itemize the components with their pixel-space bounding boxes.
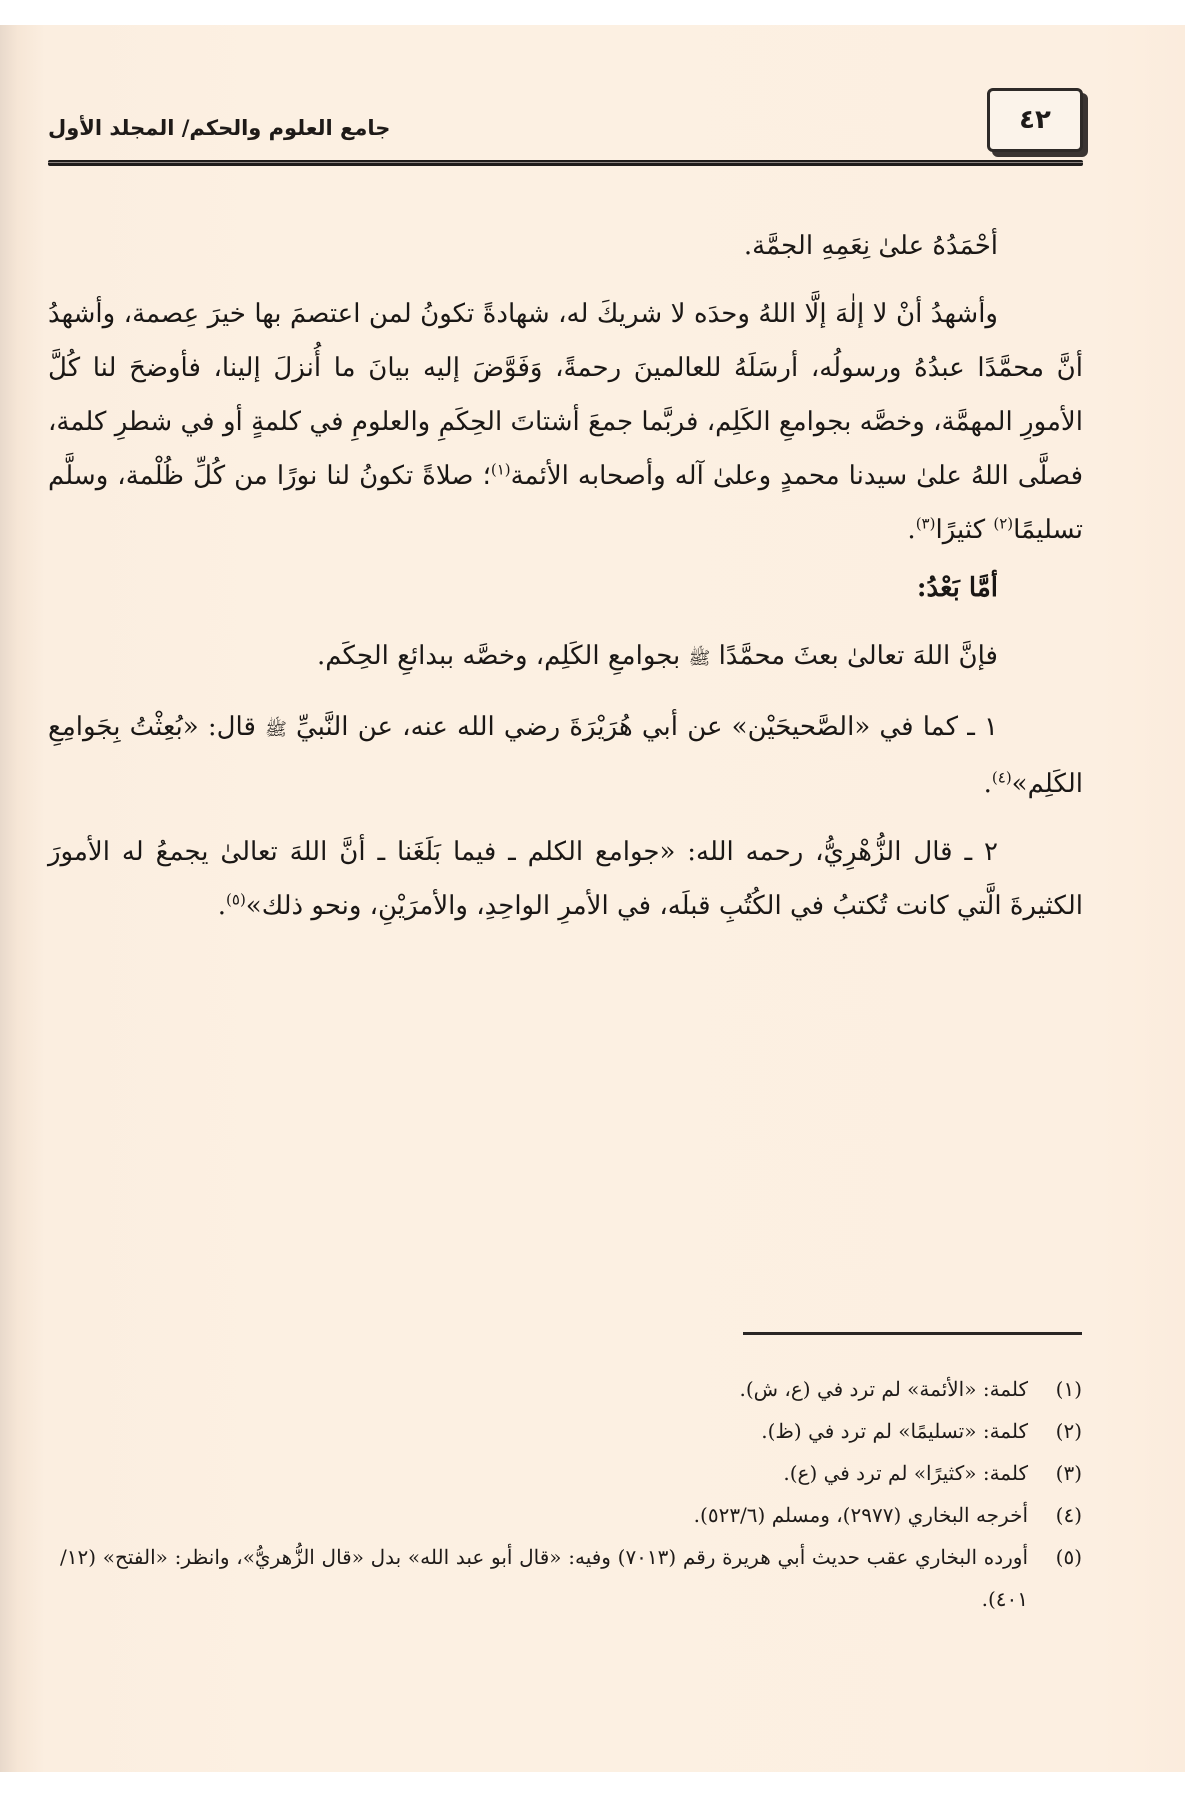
testimony-paragraph: وأشهدُ أنْ لا إلٰهَ إلَّا اللهُ وحدَه لا شريكَ له، شهادةً تكونُ لمن اعتصمَ بها خيرَ عِصمة، وأشهدُ أنَّ محمَّدًا عبدُهُ ورسولُه، أرسَلَهُ للعالمينَ رحمةً، وَفَوَّضَ إليه بيانَ ما أُنزلَ إلينا، فأوضحَ لنا كُلَّ الأمورِ المهمَّة، وخصَّه بجوامعِ الكَلِم، فربَّما جمعَ أشتاتَ الحِكَمِ والعلومِ في كلمةٍ أو في شطرِ كلمة، فصلَّى اللهُ علىٰ سيدنا محمدٍ وعلىٰ آله وأصحابه الأئمة$^{(١)}$؛ صلاةً تكونُ لنا نورًا من كُلِّ ظُلْمة، وسلَّم تسليمًا$^{(٢)}$ كثيرًا$^{(٣)}$. xyxy=(48,299,1083,545)
footnote-separator xyxy=(743,1332,1082,1335)
footnote-1 xyxy=(60,1368,1082,1410)
footnote-number: (١) xyxy=(1055,1377,1082,1401)
header-rule-divider xyxy=(48,160,1083,166)
section-heading-amma-baad: أمَّا بَعْدُ: xyxy=(916,573,998,603)
footnotes xyxy=(60,1368,1082,1620)
page-number-badge xyxy=(987,88,1083,152)
salutation-glyph-icon: ﷺ xyxy=(265,719,287,740)
intro-paragraph: فإنَّ اللهَ تعالىٰ بعثَ محمَّدًا ﷺ بجوامعِ الكَلِم، وخصَّه ببدائعِ الحِكَم. xyxy=(316,641,998,671)
footnote-text: كلمة: «تسليمًا» لم ترد في (ظ). xyxy=(761,1419,1028,1443)
running-title: جامع العلوم والحكم/ المجلد الأول xyxy=(48,116,391,140)
footnote-ref-1[interactable]: (١) xyxy=(490,460,511,479)
salutation-glyph-icon: ﷺ xyxy=(688,648,711,669)
page-number: ٤٢ xyxy=(1019,105,1051,135)
footnote-text: أخرجه البخاري (٢٩٧٧)، ومسلم (٥٢٣/٦). xyxy=(693,1503,1028,1527)
footnote-text: كلمة: «الأئمة» لم ترد في (ع، ش). xyxy=(739,1377,1028,1401)
footnote-text: كلمة: «كثيرًا» لم ترد في (ع). xyxy=(783,1461,1028,1485)
footnote-ref-2[interactable]: (٢) xyxy=(993,514,1014,533)
hadith-2-paragraph: ٢ ـ قال الزُّهْرِيُّ، رحمه الله: «جوامع الكلم ـ فيما بَلَغَنا ـ أنَّ اللهَ تعالىٰ يجمعُ له الأمورَ الكثيرةَ الَّتي كانت تُكتبُ في الكُتُبِ قبلَه، في الأمرِ الواحِدِ، والأمرَيْنِ، ونحو ذلك»$^{(٥)}$. xyxy=(48,837,1083,921)
footnote-number: (٣) xyxy=(1055,1461,1082,1485)
footnote-ref-3[interactable]: (٣) xyxy=(915,514,936,533)
footnote-2 xyxy=(60,1410,1082,1452)
footnote-ref-5[interactable]: (٥) xyxy=(226,890,246,909)
footnote-ref-4[interactable]: (٤) xyxy=(991,768,1012,787)
footnote-number: (٤) xyxy=(1055,1503,1082,1527)
page-header xyxy=(48,88,1083,178)
footnote-number: (٥) xyxy=(1055,1545,1082,1569)
main-text xyxy=(48,215,1083,933)
footnote-3 xyxy=(60,1452,1082,1494)
hadith-1-paragraph: ١ ـ كما في «الصَّحيحَيْن» عن أبي هُرَيْرَةَ رضي الله عنه، عن النَّبيِّ ﷺ قال: «بُعِثْتُ بِجَوامِعِ الكَلِم»$^{(٤)}$. xyxy=(48,712,1083,799)
opening-line: أحْمَدُهُ علىٰ نِعَمِهِ الجمَّة. xyxy=(743,231,998,261)
footnote-text: أورده البخاري عقب حديث أبي هريرة رقم (٧٠١٣) وفيه: «قال أبو عبد الله» بدل «قال الزُّهريُّ»، وانظر: «الفتح» (١٢/ ٤٠١). xyxy=(60,1545,1028,1611)
footnote-5 xyxy=(60,1536,1082,1620)
footnote-4 xyxy=(60,1494,1082,1536)
footnote-number: (٢) xyxy=(1055,1419,1082,1443)
